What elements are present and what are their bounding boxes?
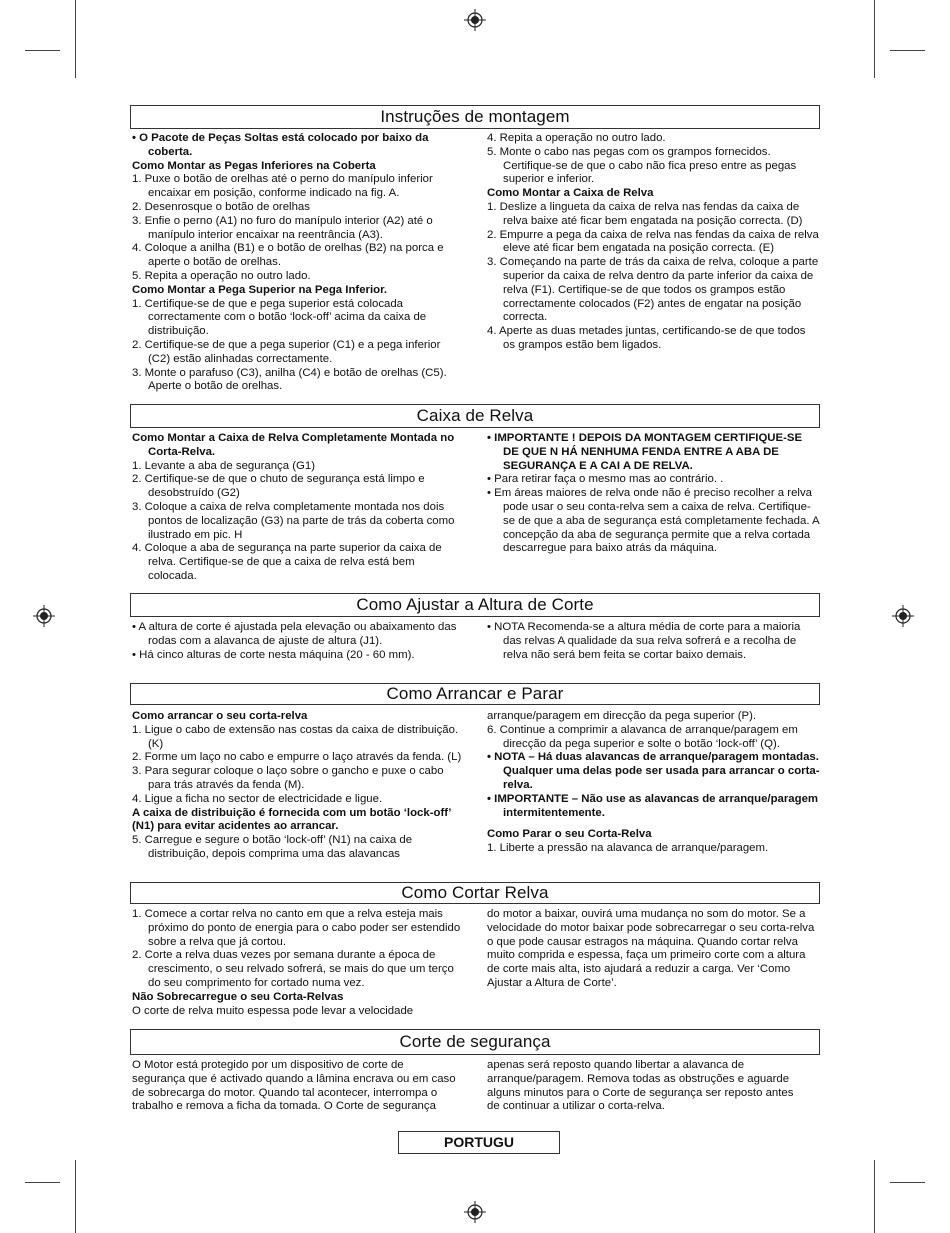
crop-mark: [874, 1160, 875, 1233]
paragraph: O corte de relva muito espessa pode levar a velocidade: [132, 1004, 414, 1017]
paragraph: • IMPORTANTE ! DEPOIS DA MONTAGEM CERTIFIQUE-SE DE QUE N HÁ NENHUMA FENDA ENTRE A ABA DE SEGURANÇA E A CAI A DE RELVA.: [487, 432, 803, 472]
seguranca-right-column: [487, 1059, 807, 1114]
montagem-left-column: [132, 132, 462, 394]
section-title-caixa: Caixa de Relva: [130, 404, 820, 428]
paragraph: apenas será reposto quando libertar a alavanca de arranque/paragem. Remova todas as obstruções e aguarde alguns minutos para o Corte de segurança ser reposto antes de continuar a utilizar o corta-relva.: [487, 1059, 794, 1113]
paragraph: 3. Enfie o perno (A1) no furo do manípulo interior (A2) até o manípulo interior encaixar na reentrância (A3).: [132, 214, 433, 241]
registration-mark-icon: [464, 1201, 486, 1223]
cortar-left-column: [132, 908, 462, 1018]
paragraph: 5. Carregue e segure o botão ‘lock-off’ (N1) na caixa de distribuição, depois comprima uma das alavancas: [132, 834, 413, 860]
paragraph: 1. Comece a cortar relva no canto em que a relva esteja mais próximo do ponto de energia para o cabo poder ser estendido sobre a relva que já cortou.: [132, 908, 461, 948]
paragraph: • NOTA – Há duas alavancas de arranque/paragem montadas. Qualquer uma delas pode ser usada para arrancar o corta-relva.: [487, 751, 820, 791]
language-footer-label: PORTUGU: [398, 1131, 560, 1154]
paragraph: • Para retirar faça o mesmo mas ao contrário. .: [487, 473, 724, 486]
paragraph: 2. Corte a relva duas vezes por semana durante a época de crescimento, o seu relvado sofrerá, se mais do que um terço do seu comprimento for cortado numa vez.: [132, 949, 454, 989]
paragraph: • O Pacote de Peças Soltas está colocado por baixo da coberta.: [132, 132, 429, 158]
paragraph: O Motor está protegido por um dispositivo de corte de segurança que é activado quando a lâmina encrava ou em caso de sobrecarga do motor. Quando tal acontecer, interrompa o trabalho e remova a ficha da tomada. O Corte de segurança: [132, 1059, 456, 1113]
paragraph: 4. Coloque a anilha (B1) e o botão de orelhas (B2) na porca e aperte o botão de orelhas.: [132, 242, 444, 269]
paragraph: 1. Ligue o cabo de extensão nas costas da caixa de distribuição. (K): [132, 723, 459, 750]
paragraph: [487, 820, 820, 828]
paragraph: • A altura de corte é ajustada pela elevação ou abaixamento das rodas com a alavanca de ajuste de altura (J1).: [132, 621, 457, 647]
seguranca-left-column: [132, 1059, 457, 1114]
section-title-montagem: Instruções de montagem: [130, 105, 820, 129]
paragraph: 3. Começando na parte de trás da caixa de relva, coloque a parte superior da caixa de relva dentro da parte inferior da caixa de relva (F1). Certifique-se de que todos os grampos estão correctamente colocados (F2) antes de engatar na posição correcta.: [487, 256, 819, 324]
paragraph: 5. Repita a operação no outro lado.: [132, 269, 311, 282]
paragraph: 2. Empurre a pega da caixa de relva nas fendas da caixa de relva eleve até ficar bem engatada na posição correcta. (E): [487, 228, 819, 255]
registration-mark-icon: [892, 605, 914, 627]
crop-mark: [75, 0, 76, 78]
caixa-left-column: [132, 432, 462, 584]
section-title-arrancar: Como Arrancar e Parar: [130, 683, 820, 705]
paragraph: Como Montar a Pega Superior na Pega Inferior.: [132, 283, 388, 296]
paragraph: 1. Deslize a lingueta da caixa de relva nas fendas da caixa de relva baixe até ficar bem engatada na posição correcta. (D): [487, 200, 803, 227]
paragraph: 6. Continue a comprimir a alavanca de arranque/paragem em direcção da pega superior e solte o botão ‘lock-off’ (Q).: [487, 723, 798, 750]
crop-mark: [890, 50, 925, 51]
paragraph: Como Montar a Caixa de Relva: [487, 187, 654, 200]
paragraph: Como arrancar o seu corta-relva: [132, 710, 308, 722]
paragraph: Como Montar a Caixa de Relva Completamente Montada no Corta-Relva.: [132, 432, 455, 458]
paragraph: Como Montar as Pegas Inferiores na Coberta: [132, 159, 376, 172]
section-title-cortar: Como Cortar Relva: [130, 882, 820, 904]
paragraph: 3. Coloque a caixa de relva completamente montada nos dois pontos de localização (G3) na parte de trás da coberta como ilustrado em pic. H: [132, 500, 455, 541]
registration-mark-icon: [33, 605, 55, 627]
paragraph: 4. Ligue a ficha no sector de electricidade e ligue.: [132, 792, 383, 805]
section-title-seguranca: Corte de segurança: [130, 1029, 820, 1055]
paragraph: • IMPORTANTE – Não use as alavancas de arranque/paragem intermitentemente.: [487, 792, 819, 819]
paragraph: 1. Liberte a pressão na alavanca de arranque/paragem.: [487, 842, 769, 855]
paragraph: 2. Desenrosque o botão de orelhas: [132, 200, 310, 213]
paragraph: 2. Forme um laço no cabo e empurre o laço através da fenda. (L): [132, 751, 462, 764]
paragraph: do motor a baixar, ouvirá uma mudança no som do motor. Se a velocidade do motor baixar pode sobrecarregar o seu corta-relva o que pode causar estragos na máquina. Quando cortar relva muito comprida e espessa, faça um primeiro corte com a altura de corte mais alta, isto ajudará a reduzir a carga. Ver ‘Como Ajustar a Altura de Corte’.: [487, 908, 815, 989]
paragraph: 3. Para segurar coloque o laço sobre o gancho e puxe o cabo para trás através da fenda (M).: [132, 765, 444, 791]
paragraph: 2. Certifique-se de que a pega superior (C1) e a pega inferior (C2) estão alinhadas correctamente.: [132, 338, 441, 365]
crop-mark: [874, 0, 875, 78]
altura-right-column: [487, 621, 807, 662]
paragraph: • Há cinco alturas de corte nesta máquina (20 - 60 mm).: [132, 648, 415, 661]
crop-mark: [25, 1182, 60, 1183]
paragraph: arranque/paragem em direcção da pega superior (P).: [487, 710, 757, 722]
paragraph: 2. Certifique-se de que o chuto de segurança está limpo e desobstruído (G2): [132, 473, 425, 500]
paragraph: 1. Levante a aba de segurança (G1): [132, 459, 316, 472]
arrancar-right-column: [487, 710, 820, 856]
paragraph: 5. Monte o cabo nas pegas com os grampos fornecidos. Certifique-se de que o cabo não fica preso entre as pegas superior e inferior.: [487, 145, 797, 186]
paragraph: • Em áreas maiores de relva onde não é preciso recolher a relva pode usar o seu conta-relva sem a caixa de relva. Certifique-se de que a aba de segurança está completamente fechada. A concepção da aba de segurança permite que a relva cortada descarregue para baixo atrás da máquina.: [487, 487, 820, 555]
paragraph: 4. Repita a operação no outro lado.: [487, 132, 666, 144]
arrancar-left-column: [132, 710, 462, 862]
caixa-right-column: [487, 432, 820, 556]
paragraph: 4. Aperte as duas metades juntas, certificando-se de que todos os grampos estão bem ligados.: [487, 325, 806, 351]
crop-mark: [25, 50, 60, 51]
paragraph: A caixa de distribuição é fornecida com um botão ‘lock-off’ (N1) para evitar acidentes ao arrancar.: [132, 806, 451, 833]
paragraph: Como Parar o seu Corta-Relva: [487, 828, 652, 841]
altura-left-column: [132, 621, 462, 662]
paragraph: 1. Puxe o botão de orelhas até o perno do manípulo inferior encaixar em posição, conforme indicado na fig. A.: [132, 173, 433, 200]
cortar-right-column: [487, 908, 820, 991]
paragraph: 4. Coloque a aba de segurança na parte superior da caixa de relva. Certifique-se de que a caixa de relva está bem colocada.: [132, 542, 442, 582]
crop-mark: [890, 1182, 925, 1183]
paragraph: Não Sobrecarregue o seu Corta-Relvas: [132, 990, 344, 1003]
section-title-altura: Como Ajustar a Altura de Corte: [130, 593, 820, 617]
registration-mark-icon: [464, 9, 486, 31]
montagem-right-column: [487, 132, 820, 353]
paragraph: 1. Certifique-se de que e pega superior está colocada correctamente com o botão ‘lock-off’ acima da caixa de distribuição.: [132, 297, 427, 338]
crop-mark: [75, 1160, 76, 1233]
paragraph: 3. Monte o parafuso (C3), anilha (C4) e botão de orelhas (C5). Aperte o botão de orelhas.: [132, 366, 447, 393]
paragraph: • NOTA Recomenda-se a altura média de corte para a maioria das relvas A qualidade da sua relva sofrerá e a recolha de relva não será bem feita se cortar baixo demais.: [487, 621, 801, 661]
